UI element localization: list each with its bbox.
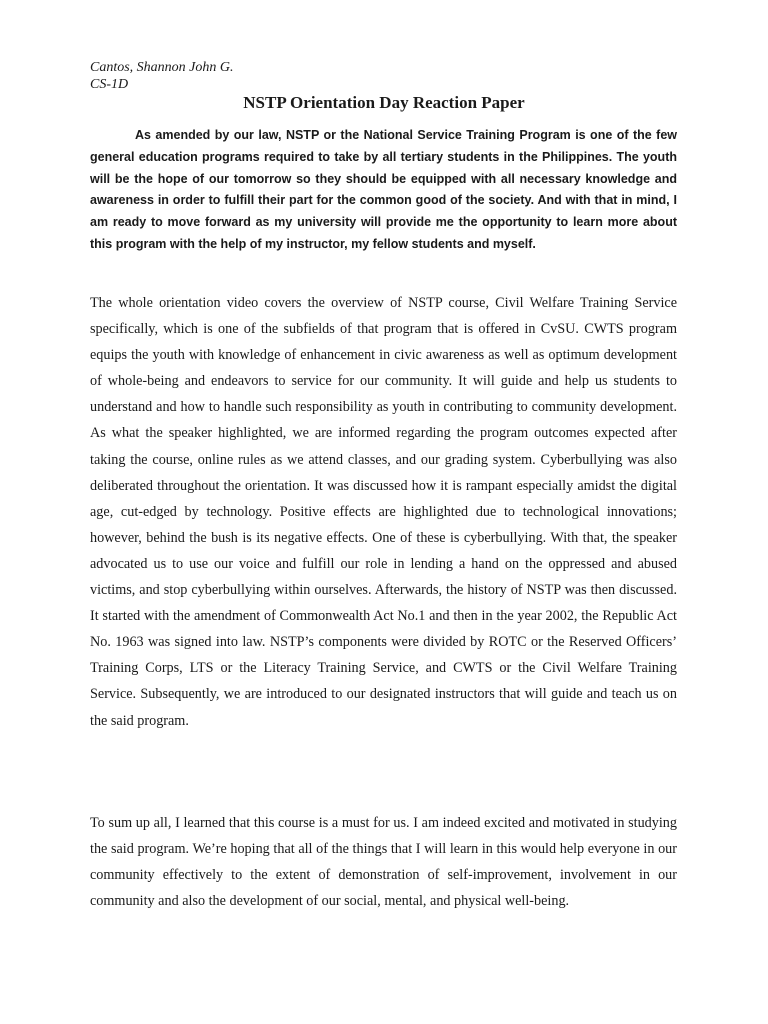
paragraph-conclusion: To sum up all, I learned that this course is a must for us. I am indeed excited and motivated in studying the said program. We’re hoping that all of the things that I will learn in this would help everyone in our community effectively to the extent of demonstration of self-improvement, involvement in our community and also the development of our social, mental, and physical well-being.	[90, 815, 677, 910]
author-name: Cantos, Shannon John G.	[90, 60, 234, 75]
paragraph-introduction: As amended by our law, NSTP or the National Service Training Program is one of the few general education programs required to take by all tertiary students in the Philippines. The youth will be the hope of our tomorrow so they should be equipped with all necessary knowledge and awareness in order to fulfill their part for the common good of the society. And with that in mind, I am ready to move forward as my university will provide me the opportunity to learn more about this program with the help of my instructor, my fellow students and myself.	[90, 128, 677, 251]
page-title: NSTP Orientation Day Reaction Paper	[243, 93, 525, 112]
paragraph-body: The whole orientation video covers the overview of NSTP course, Civil Welfare Training Service specifically, which is one of the subfields of that program that is offered in CvSU. CWTS program equips the youth with knowledge of enhancement in civic awareness as well as optimum development of whole-being and endeavors to service for our community. It will guide and help us students to understand and how to handle such responsibility as youth in contributing to community development. As what the speaker highlighted, we are informed regarding the program outcomes expected after taking the course, online rules as we attend classes, and our grading system. Cyberbullying was also deliberated throughout the orientation. It was discussed how it is rampant especially amidst the digital age, cut-edged by technology. Positive effects are highlighted due to technological innovations; however, behind the bush is its negative effects. One of these is cyberbullying. With that, the speaker advocated us to use our voice and fulfill our role in lending a hand on the oppressed and abused victims, and stop cyberbullying within ourselves. Afterwards, the history of NSTP was then discussed. It started with the amendment of Commonwealth Act No.1 and then in the year 2002, the Republic Act No. 1963 was signed into law. NSTP’s components were divided by ROTC or the Reserved Officers’ Training Corps, LTS or the Literacy Training Service, and CWTS or the Civil Welfare Training Service. Subsequently, we are introduced to our designated instructors that will guide and teach us on the said program.	[90, 295, 677, 729]
section-code: CS-1D	[90, 77, 129, 92]
